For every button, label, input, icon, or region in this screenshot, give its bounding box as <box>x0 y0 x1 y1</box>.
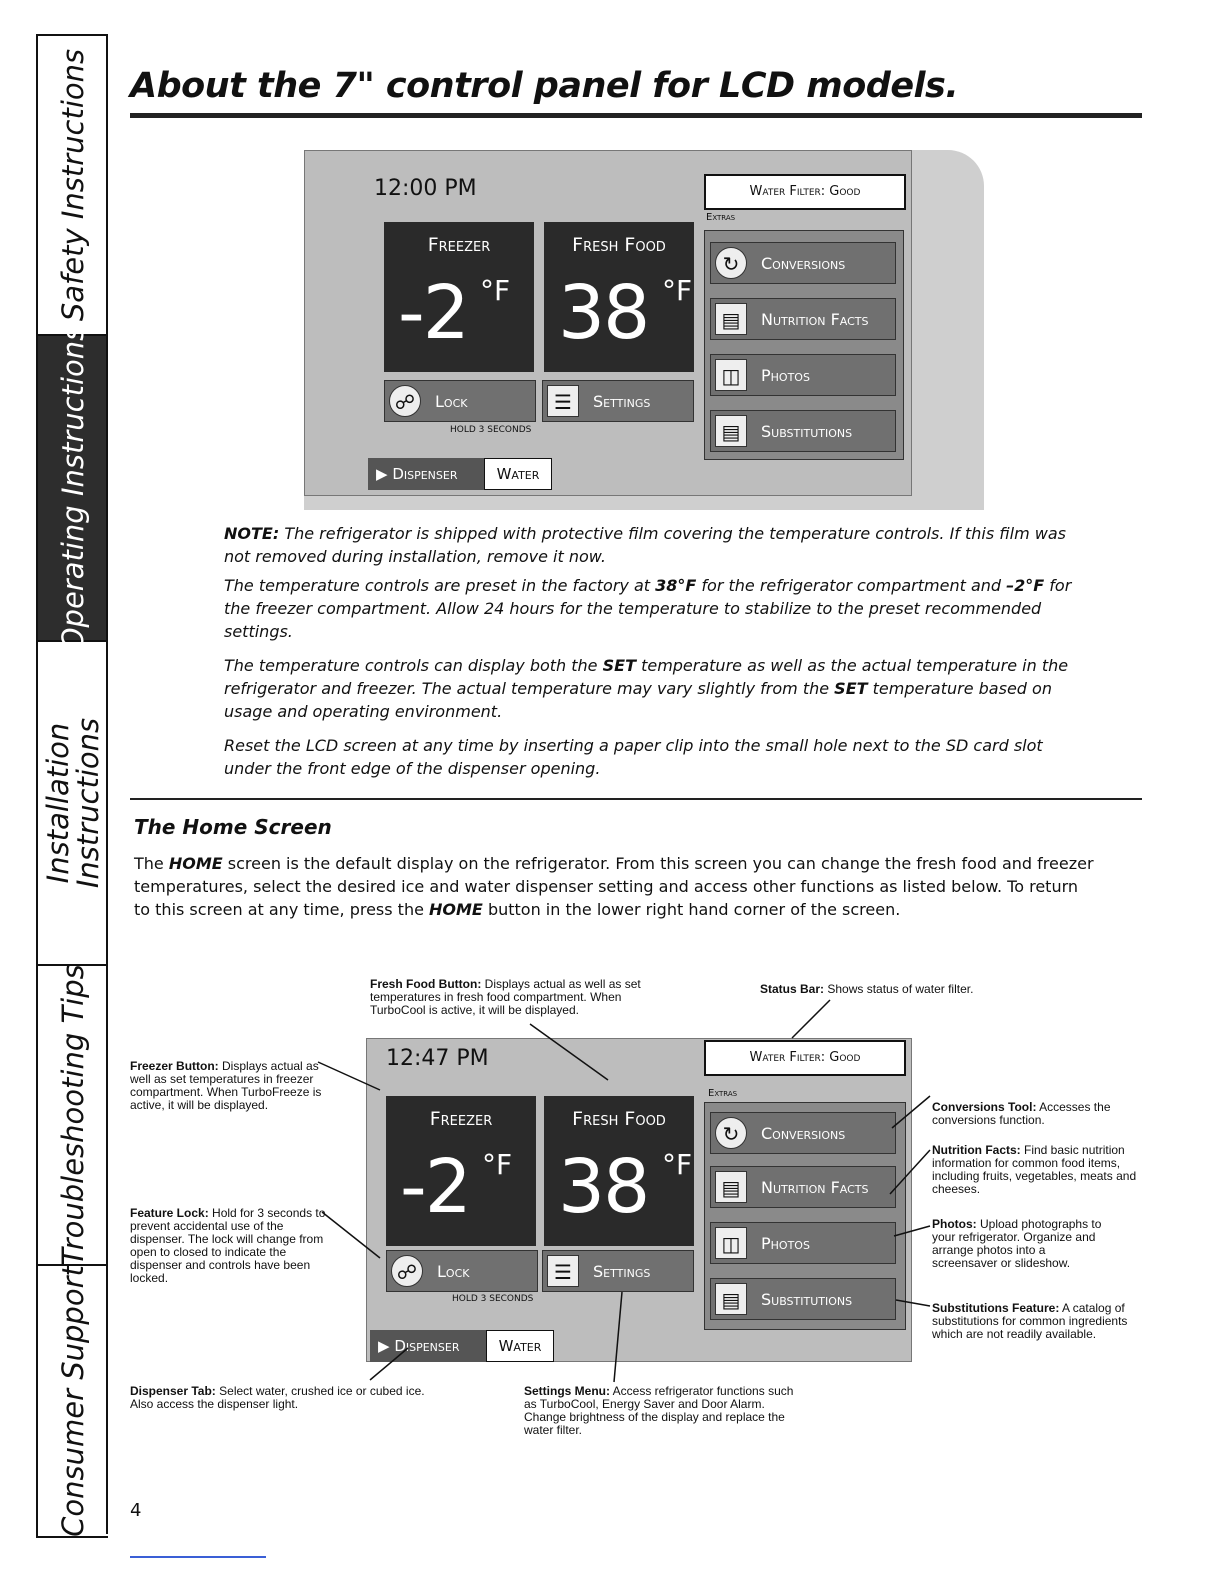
substitutions-icon: ▤ <box>715 1283 747 1315</box>
conversions-icon: ↻ <box>715 247 747 279</box>
home-keyword: HOME <box>168 854 223 873</box>
water-mode[interactable]: Water <box>484 458 552 490</box>
callout-conversions <box>932 1101 1132 1127</box>
dispenser-label: Dispenser <box>394 1337 460 1355</box>
freezer-temp: -2 <box>400 1144 470 1230</box>
callout-text: Hold for 3 seconds to prevent accidental use of the dispenser. The lock will change from open to closed to indicate the dispenser and controls have been locked. <box>130 1206 326 1285</box>
lock-leader <box>322 1212 380 1258</box>
callout-term: Photos: <box>932 1217 977 1231</box>
conversions-icon: ↻ <box>715 1117 747 1149</box>
dispenser-label: Dispenser <box>392 465 458 483</box>
text: for the refrigerator compartment and <box>696 576 1007 595</box>
text: button in the lower right hand corner of the screen. <box>482 900 901 919</box>
hold-hint: HOLD 3 SECONDS <box>450 425 532 435</box>
tab-label: Consumer Support <box>56 1265 90 1537</box>
temp-unit: °F <box>480 274 511 307</box>
nutrition-leader <box>890 1150 930 1194</box>
callout-photos <box>932 1218 1102 1270</box>
temp-unit: °F <box>662 1148 693 1181</box>
fresh-food-temp: 38 <box>558 270 649 356</box>
status-leader <box>792 1000 830 1038</box>
text: for the freezer compartment. Allow 24 hours for the temperature to stabilize to the preset recommended settings. <box>224 576 1072 641</box>
tab-label: Safety Instructions <box>56 48 90 322</box>
text: temperature based on usage and operating environment. <box>224 679 1052 721</box>
callout-term: Conversions Tool: <box>932 1100 1037 1114</box>
callout-status-bar <box>760 983 1000 996</box>
page-number: 4 <box>130 1500 142 1521</box>
dispenser-tab[interactable]: ▶ Dispenser <box>370 1330 486 1362</box>
callout-feature-lock <box>130 1207 326 1285</box>
hold-hint: HOLD 3 SECONDS <box>452 1294 534 1304</box>
settings-label: Settings <box>593 1262 651 1281</box>
callout-text: Access refrigerator functions such as TurboCool, Energy Saver and Door Alarm. Change brightness of the display and replace the water filter. <box>524 1384 794 1437</box>
callout-text: Shows status of water filter. <box>824 982 974 996</box>
conversions-label: Conversions <box>761 254 846 273</box>
callout-settings <box>524 1385 800 1437</box>
set-keyword: SET <box>834 679 868 698</box>
lock-label: Lock <box>435 392 468 411</box>
home-keyword: HOME <box>429 900 483 919</box>
fresh-food-label: Fresh Food <box>572 234 666 256</box>
footer-rule <box>130 1556 266 1558</box>
text: temperature as well as the actual temperature in the refrigerator and freezer. The actual temperature may vary slightly from the <box>224 656 1069 698</box>
photos-icon: ◫ <box>715 1227 747 1259</box>
photos-icon: ◫ <box>715 359 747 391</box>
freezer-temp: -2 <box>398 270 468 356</box>
substitutions-icon: ▤ <box>715 415 747 447</box>
callout-text: Displays actual as well as set temperatures in freezer compartment. When TurboFreeze is active, it will be displayed. <box>130 1059 322 1112</box>
fresh-leader <box>530 1024 608 1080</box>
substitutions-label: Substitutions <box>761 1290 853 1309</box>
callout-text: Displays actual as well as set temperatures in fresh food compartment. When TurboCool is active, it will be displayed. <box>370 977 641 1017</box>
text: The temperature controls are preset in the factory at <box>224 576 656 595</box>
callout-substitutions <box>932 1302 1142 1341</box>
dispenser-tab[interactable]: ▶ Dispenser <box>368 458 484 490</box>
callout-term: Settings Menu: <box>524 1384 610 1398</box>
note-label: NOTE: <box>224 524 280 543</box>
lock-icon: ☍ <box>391 1255 423 1287</box>
photos-label: Photos <box>761 1234 810 1253</box>
fresh-food-temp: 38 <box>558 1144 649 1230</box>
callout-term: Freezer Button: <box>130 1059 219 1073</box>
settings-icon: ☰ <box>547 1255 579 1287</box>
tab-label: Troubleshooting Tips <box>56 964 90 1266</box>
settings-icon: ☰ <box>547 385 579 417</box>
callout-nutrition <box>932 1144 1138 1196</box>
photos-label: Photos <box>761 366 810 385</box>
temp-unit: °F <box>662 274 693 307</box>
freezer-label: Freezer <box>427 234 491 256</box>
extras-label: Extras <box>708 1088 738 1099</box>
conversions-label: Conversions <box>761 1124 846 1143</box>
text: The <box>134 854 169 873</box>
set-keyword: SET <box>602 656 636 675</box>
status-bar[interactable]: Water Filter: Good <box>704 1040 906 1076</box>
tab-label-line2: Instructions <box>71 717 105 889</box>
text: screen is the default display on the refrigerator. From this screen you can change the fresh food and freezer temperatures, select the desired ice and water dispenser setting and access other functions as listed below. To return to this screen at any time, press the <box>134 854 1094 919</box>
callout-text: Find basic nutrition information for common food items, including fruits, vegetables, meats and cheeses. <box>932 1143 1137 1196</box>
callout-term: Status Bar: <box>760 982 825 996</box>
water-mode[interactable]: Water <box>486 1330 554 1362</box>
page-title: About the 7" control panel for LCD models. <box>130 66 959 106</box>
callout-text: Select water, crushed ice or cubed ice. Also access the dispenser light. <box>130 1384 425 1411</box>
fresh-food-label: Fresh Food <box>572 1108 666 1130</box>
text: The temperature controls can display both the <box>224 656 603 675</box>
tab-label-line1: Installation <box>41 722 75 884</box>
temp-unit: °F <box>482 1148 513 1181</box>
callout-text: Accesses the conversions function. <box>932 1100 1111 1127</box>
callout-text: Upload photographs to your refrigerator. Organize and arrange photos into a screensaver or slideshow. <box>932 1217 1102 1270</box>
substitutions-leader <box>896 1300 930 1306</box>
tab-label: Operating Instructions <box>56 325 90 651</box>
section-heading: The Home Screen <box>134 815 332 839</box>
freezer-label: Freezer <box>429 1108 493 1130</box>
conversions-leader <box>892 1096 930 1128</box>
callout-term: Dispenser Tab: <box>130 1384 216 1398</box>
fresh-temp-value: 38°F <box>655 576 697 595</box>
extras-label: Extras <box>706 212 736 223</box>
callout-term: Fresh Food Button: <box>370 977 482 991</box>
settings-label: Settings <box>593 392 651 411</box>
freezer-temp-value: –2°F <box>1006 576 1045 595</box>
reset-paragraph: Reset the LCD screen at any time by inserting a paper clip into the small hole next to the SD card slot under the front edge of the dispenser opening. <box>224 736 1043 778</box>
clock: 12:00 PM <box>374 176 477 201</box>
callout-term: Nutrition Facts: <box>932 1143 1021 1157</box>
clock: 12:47 PM <box>386 1046 489 1071</box>
callout-fresh-food <box>370 978 660 1017</box>
dispenser-leader <box>370 1348 408 1380</box>
callout-text: A catalog of substitutions for common ingredients which are not readily available. <box>932 1301 1128 1341</box>
photos-leader <box>894 1226 930 1236</box>
nutrition-label: Nutrition Facts <box>761 310 869 329</box>
nutrition-label: Nutrition Facts <box>761 1178 869 1197</box>
status-bar[interactable]: Water Filter: Good <box>704 174 906 210</box>
note-text: The refrigerator is shipped with protective film covering the temperature controls. If this film was not removed during installation, remove it now. <box>224 524 1066 566</box>
nutrition-icon: ▤ <box>715 1171 747 1203</box>
callout-freezer <box>130 1060 340 1112</box>
settings-leader <box>614 1292 622 1382</box>
nutrition-icon: ▤ <box>715 303 747 335</box>
substitutions-label: Substitutions <box>761 422 853 441</box>
lock-label: Lock <box>437 1262 470 1281</box>
callout-term: Substitutions Feature: <box>932 1301 1060 1315</box>
callout-dispenser <box>130 1385 430 1411</box>
callout-term: Feature Lock: <box>130 1206 209 1220</box>
lock-icon: ☍ <box>389 385 421 417</box>
